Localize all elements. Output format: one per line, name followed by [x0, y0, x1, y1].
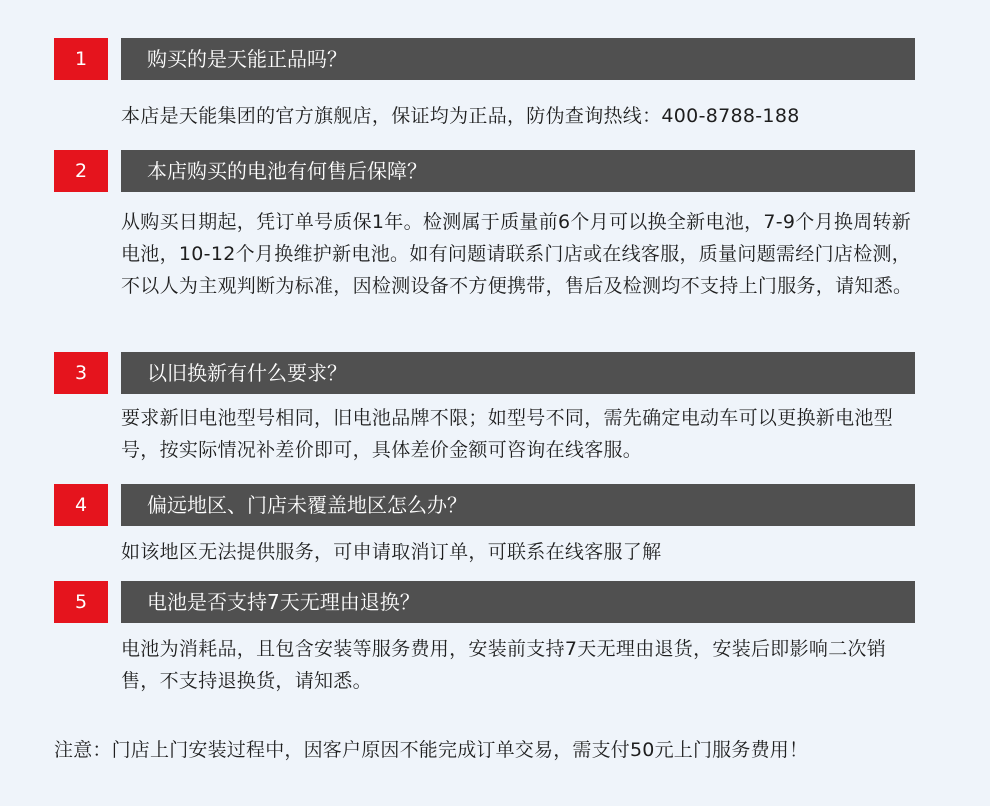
question-number-badge: 3 — [54, 352, 108, 394]
answer-text: 从购买日期起，凭订单号质保1年。检测属于质量前6个月可以换全新电池，7-9个月换周转新电池，10-12个月换维护新电池。如有问题请联系门店或在线客服，质量问题需经门店检测，不以人为主观判断为标准，因检测设备不方便携带，售后及检测均不支持上门服务，请知悉。 — [121, 211, 913, 297]
question-title: 本店购买的电池有何售后保障？ — [121, 150, 915, 192]
question-row — [0, 581, 990, 623]
question-row — [0, 352, 990, 394]
question-number-badge: 4 — [54, 484, 108, 526]
question-row — [0, 38, 990, 80]
answer-text: 要求新旧电池型号相同，旧电池品牌不限；如型号不同，需先确定电动车可以更换新电池型号，按实际情况补差价即可，具体差价金额可咨询在线客服。 — [121, 407, 894, 461]
answer-text: 如该地区无法提供服务，可申请取消订单，可联系在线客服了解 — [121, 541, 662, 563]
question-title: 电池是否支持7天无理由退换？ — [121, 581, 915, 623]
question-number-badge: 1 — [54, 38, 108, 80]
question-row — [0, 484, 990, 526]
answer-text: 电池为消耗品，且包含安装等服务费用，安装前支持7天无理由退货，安装后即影响二次销售，不支持退换货，请知悉。 — [121, 638, 887, 692]
question-title: 以旧换新有什么要求？ — [121, 352, 915, 394]
answer-text: 本店是天能集团的官方旗舰店，保证均为正品，防伪查询热线：400-8788-188 — [121, 105, 800, 127]
question-title: 购买的是天能正品吗？ — [121, 38, 915, 80]
service-fee-note: 注意：门店上门安装过程中，因客户原因不能完成订单交易，需支付50元上门服务费用！ — [54, 739, 809, 761]
question-number-badge: 2 — [54, 150, 108, 192]
question-number-badge: 5 — [54, 581, 108, 623]
question-row — [0, 150, 990, 192]
question-title: 偏远地区、门店未覆盖地区怎么办？ — [121, 484, 915, 526]
